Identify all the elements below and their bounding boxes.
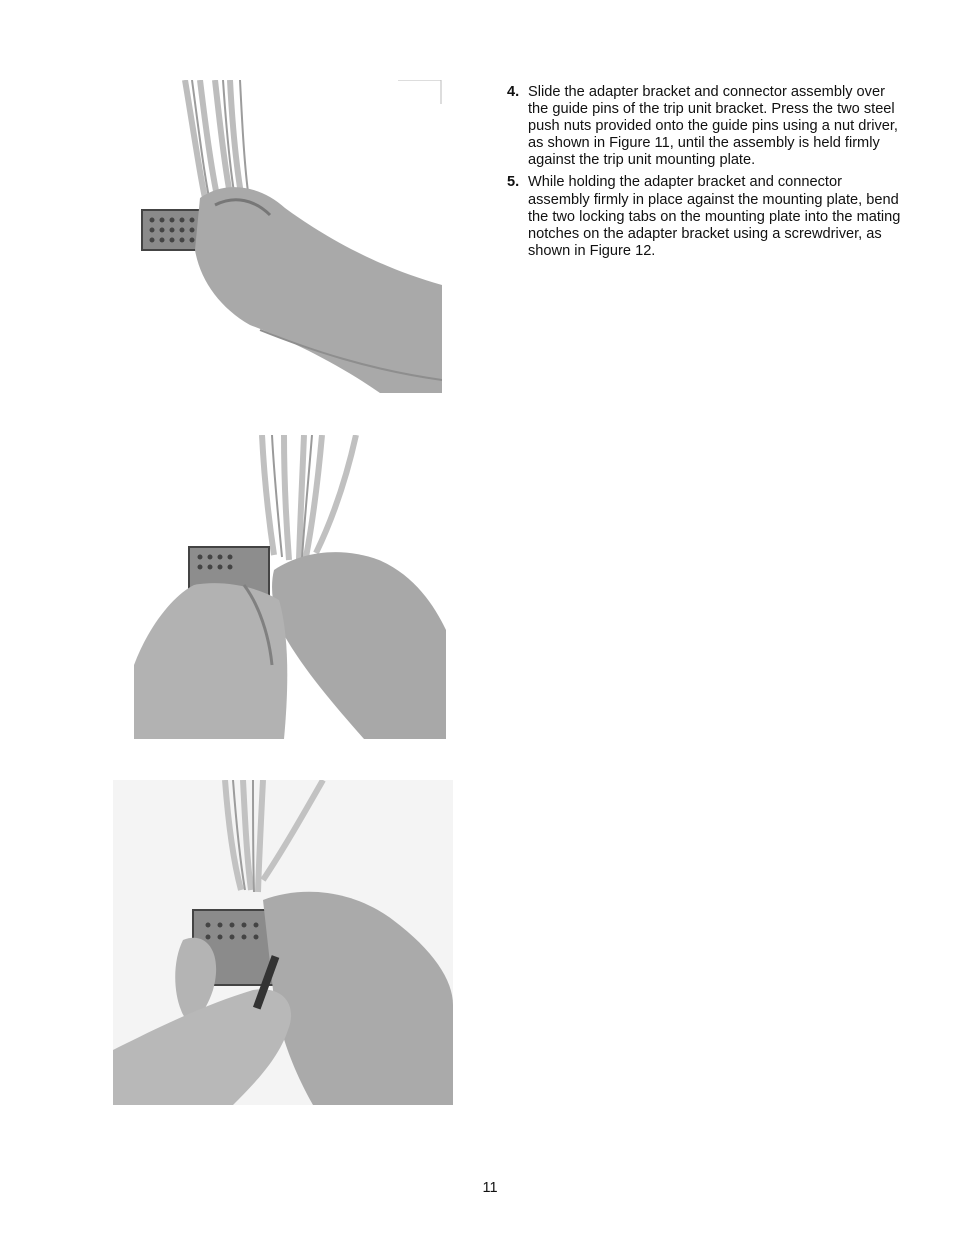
- page-number: 11: [482, 1180, 498, 1196]
- connector-hand-photo-3: [113, 780, 453, 1105]
- step-text: While holding the adapter bracket and connector assembly firmly in place against the mounting plate, bend the two locking tabs on the mounting plate into the mating notches on the adapter bracket using a screwdriver, as shown in Figure 12.: [528, 174, 901, 259]
- instruction-steps: [507, 84, 907, 265]
- step-number: 5.: [507, 174, 520, 191]
- step-text: Slide the adapter bracket and connector assembly over the guide pins of the trip unit bracket. Press the two steel push nuts provided onto the guide pins using a nut driver, as shown in Figure 11, until the assembly is held firmly against the trip unit mounting plate.: [528, 84, 898, 169]
- connector-hand-photo-2: [134, 435, 446, 739]
- step-number: 4.: [507, 84, 520, 100]
- step-5: [507, 174, 907, 259]
- step-4: [507, 84, 907, 169]
- connector-hand-photo-1: [140, 80, 442, 393]
